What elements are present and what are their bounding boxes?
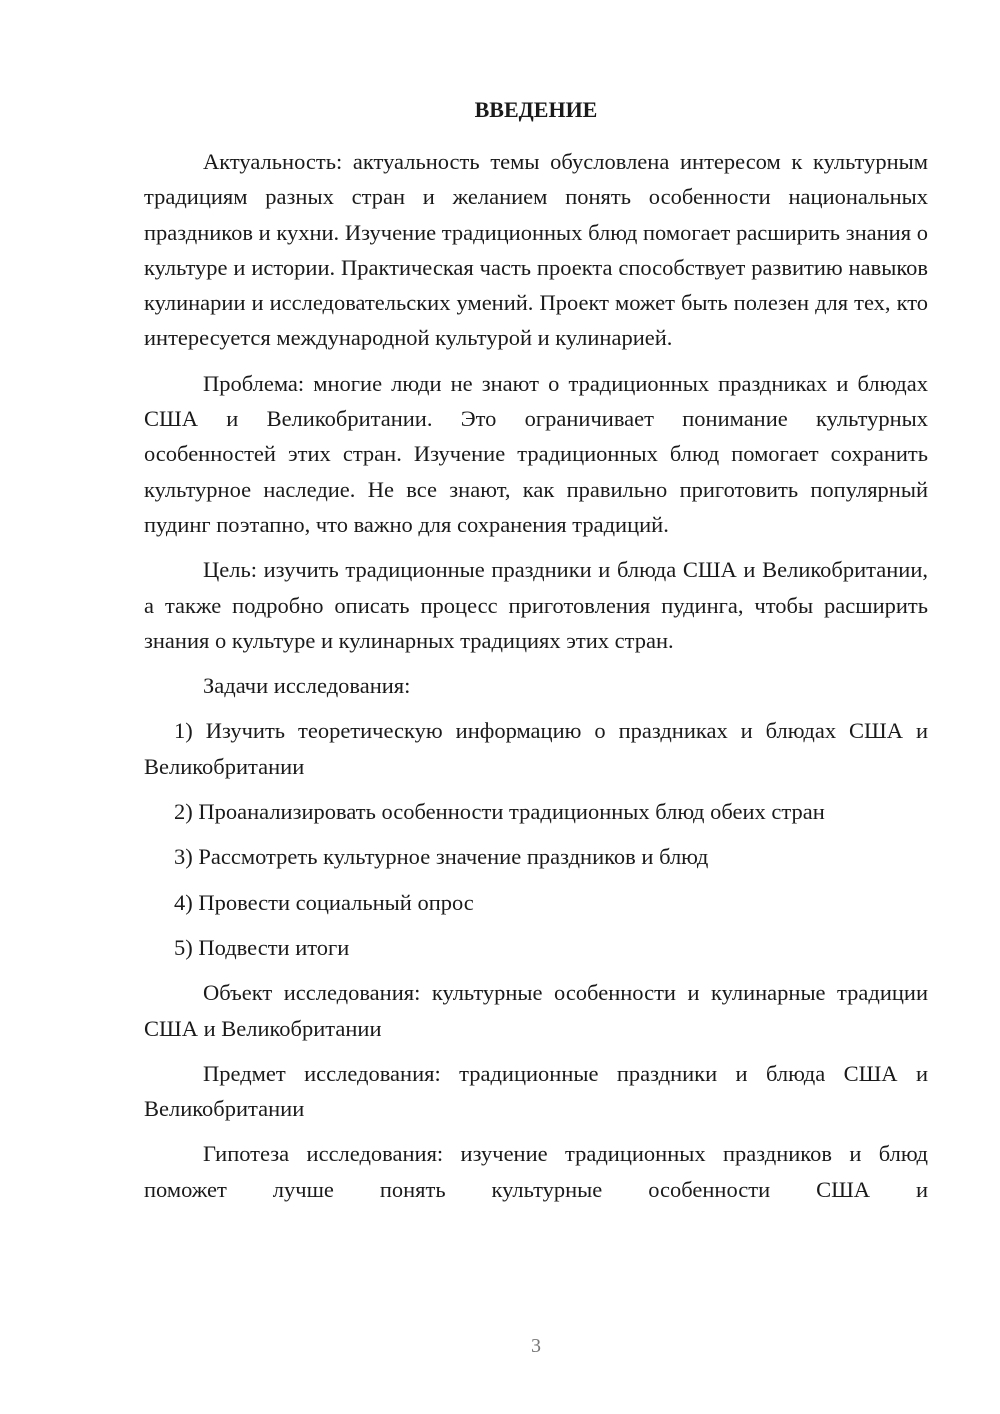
task-item: 5) Подвести итоги [174,934,350,960]
task-item: 2) Проанализировать особенности традиционных блюд обеих стран [174,799,825,825]
paragraph-subject: Предмет исследования: традиционные праздники и блюда США и Великобритании [144,1060,928,1122]
section-heading: ВВЕДЕНИЕ [474,97,598,122]
task-item: 3) Рассмотреть культурное значение праздников и блюд [174,844,709,870]
paragraph-object: Объект исследования: культурные особенности и кулинарные традиции США и Великобритании [144,980,928,1041]
paragraph-relevance: Актуальность: актуальность темы обусловлена интересом к культурным традициям разных стран и желанием понять особенности национальных праздников и кухни. Изучение традиционных блюд помогает расширить знания о культуре и истории. Практическая часть проекта способствует развитию навыков кулинарии и исследовательских умений. Проект может быть полезен для тех, кто интересуется международной культурой и кулинарией. [144,149,928,351]
task-item: 1) Изучить теоретическую информацию о праздниках и блюдах США и Великобритании [144,718,928,779]
document-body [144,144,928,1217]
page-number: 3 [531,1335,541,1357]
task-item: 4) Провести социальный опрос [174,889,474,915]
paragraph-problem: Проблема: многие люди не знают о традиционных праздниках и блюдах США и Великобритании. Это ограничивает понимание культурных особенностей этих стран. Изучение традиционных блюд помогает сохранить культурное наследие. Не все знают, как правильно приготовить популярный пудинг поэтапно, что важно для сохранения традиций. [144,370,928,537]
paragraph-goal: Цель: изучить традиционные праздники и блюда США и Великобритании, а также подробно описать процесс приготовления пудинга, чтобы расширить знания о культуре и кулинарных традициях этих стран. [144,557,928,653]
paragraph-tasks-heading: Задачи исследования: [203,673,411,699]
paragraph-hypothesis: Гипотеза исследования: изучение традиционных праздников и блюд поможет лучше понять культурные особенности США и [144,1141,928,1202]
